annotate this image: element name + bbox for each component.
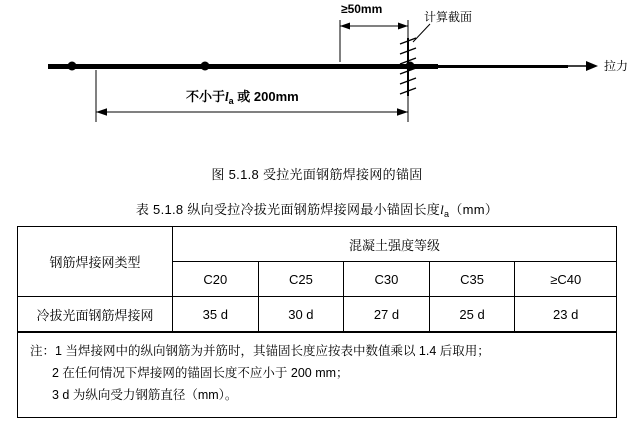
main-bar (48, 64, 438, 69)
notes-title: 注： (30, 344, 56, 358)
table-col-header-c20: C20 (173, 262, 259, 297)
table-wrapper (17, 226, 617, 418)
anchorage-length-table (17, 226, 617, 332)
bottom-dim-sub: a (228, 96, 234, 106)
table-cell-c20: 35 d (173, 297, 259, 332)
table-col-header-c35: C35 (429, 262, 515, 297)
table-title (0, 199, 634, 218)
bottom-dimension-label (186, 86, 299, 105)
bottom-dim-var: l (225, 89, 229, 104)
table-row-group-header (18, 227, 617, 262)
table-col-header-c25: C25 (258, 262, 344, 297)
table-cell-c25: 30 d (258, 297, 344, 332)
table-cell-c35: 25 d (429, 297, 515, 332)
top-dimension (340, 20, 408, 62)
section-leader-line (413, 24, 430, 42)
table-cell-c30: 27 d (344, 297, 430, 332)
table-title-var: l (440, 202, 444, 217)
force-label: 拉力 (604, 59, 629, 73)
table-row (18, 297, 617, 332)
force-arrow (528, 61, 598, 71)
bottom-dim-post: 或 200mm (237, 89, 299, 104)
note-line-2: 2 在任何情况下焊接网的锚固长度不应小于 200 mm； (52, 365, 349, 380)
weld-node-2 (201, 62, 210, 71)
bottom-dim-pre: 不小于 (186, 89, 226, 104)
figure-svg (0, 0, 634, 160)
note-line-1 (30, 341, 604, 363)
table-col-header-c40: ≥C40 (515, 262, 617, 297)
table-title-post: （mm） (449, 202, 499, 217)
table-notes (17, 332, 617, 418)
figure-caption: 图 5.1.8 受拉光面钢筋焊接网的锚固 (211, 167, 423, 182)
table-title-pre: 表 5.1.8 纵向受拉冷拔光面钢筋焊接网最小锚固长度 (135, 202, 441, 217)
weld-node-1 (68, 62, 77, 71)
table-row-label: 冷拔光面钢筋焊接网 (18, 297, 173, 332)
table-group-header: 混凝土强度等级 (173, 227, 617, 262)
table-cell-c40: 23 d (515, 297, 617, 332)
figure-anchorage-diagram (0, 0, 634, 160)
table-title-sub: a (444, 209, 450, 219)
table-col-header-c30: C30 (344, 262, 430, 297)
note-item-1: 1 当焊接网中的纵向钢筋为并筋时，其锚固长度应按表中数值乘以 1.4 后取用； (55, 344, 490, 358)
calculation-section-label: 计算截面 (424, 10, 473, 24)
table-corner-header: 钢筋焊接网类型 (18, 227, 173, 297)
note-line-3: 3 d 为纵向受力钢筋直径（mm）。 (52, 387, 238, 402)
top-dimension-label: ≥50mm (341, 2, 383, 16)
